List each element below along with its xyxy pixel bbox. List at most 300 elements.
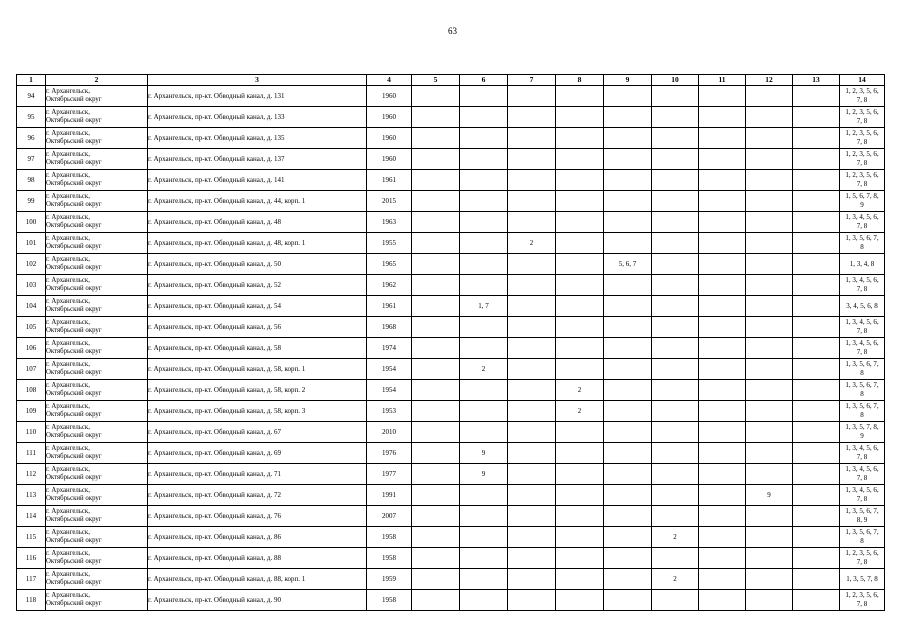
table-cell — [746, 170, 793, 191]
table-cell — [652, 422, 699, 443]
table-cell: 1954 — [367, 359, 412, 380]
table-cell: 1963 — [367, 212, 412, 233]
table-cell — [746, 191, 793, 212]
table-cell — [460, 338, 508, 359]
table-cell — [746, 212, 793, 233]
table-cell: 105 — [17, 317, 46, 338]
table-cell — [508, 317, 556, 338]
table-cell — [793, 296, 840, 317]
table-cell: 1, 2, 3, 5, 6, 7, 8 — [840, 170, 885, 191]
table-cell — [793, 86, 840, 107]
table-cell — [556, 128, 604, 149]
table-cell — [746, 443, 793, 464]
table-cell — [460, 590, 508, 611]
table-cell — [412, 527, 460, 548]
table-cell — [652, 548, 699, 569]
table-cell: 117 — [17, 569, 46, 590]
table-cell: г. Архангельск, пр-кт. Обводный канал, д. 44, корп. 1 — [148, 191, 367, 212]
table-cell: г. Архангельск, пр-кт. Обводный канал, д. 135 — [148, 128, 367, 149]
table-cell — [699, 569, 746, 590]
table-cell: 1, 3, 4, 5, 6, 7, 8 — [840, 338, 885, 359]
table-cell: г. Архангельск, Октябрьский округ — [46, 317, 148, 338]
table-cell — [652, 464, 699, 485]
table-cell — [793, 443, 840, 464]
table-cell: 1, 3, 4, 5, 6, 7, 8 — [840, 485, 885, 506]
column-header: 5 — [412, 75, 460, 86]
table-cell: г. Архангельск, пр-кт. Обводный канал, д. 76 — [148, 506, 367, 527]
table-cell — [699, 233, 746, 254]
table-cell — [604, 128, 652, 149]
table-row — [17, 275, 885, 296]
table-cell — [652, 338, 699, 359]
table-cell: 1960 — [367, 149, 412, 170]
table-row — [17, 338, 885, 359]
table-cell — [556, 191, 604, 212]
table-cell: г. Архангельск, пр-кт. Обводный канал, д. 50 — [148, 254, 367, 275]
table-cell — [412, 590, 460, 611]
table-cell: г. Архангельск, Октябрьский округ — [46, 296, 148, 317]
table-cell — [412, 338, 460, 359]
table-cell — [793, 149, 840, 170]
table-cell — [508, 191, 556, 212]
table-cell: 1965 — [367, 254, 412, 275]
table-cell: г. Архангельск, пр-кт. Обводный канал, д. 67 — [148, 422, 367, 443]
table-cell — [508, 149, 556, 170]
table-cell: г. Архангельск, пр-кт. Обводный канал, д. 137 — [148, 149, 367, 170]
table-cell — [652, 401, 699, 422]
table-cell — [746, 359, 793, 380]
table-cell: 103 — [17, 275, 46, 296]
table-cell: г. Архангельск, Октябрьский округ — [46, 359, 148, 380]
table-cell: 1958 — [367, 548, 412, 569]
table-cell — [460, 422, 508, 443]
table-cell — [460, 485, 508, 506]
column-header: 8 — [556, 75, 604, 86]
table-cell: 1, 3, 4, 5, 6, 7, 8 — [840, 317, 885, 338]
table-cell: 109 — [17, 401, 46, 422]
table-cell — [746, 233, 793, 254]
table-cell: 1, 3, 5, 6, 7, 8, 9 — [840, 506, 885, 527]
table-cell — [604, 506, 652, 527]
table-cell: г. Архангельск, Октябрьский округ — [46, 527, 148, 548]
table-cell — [460, 86, 508, 107]
table-cell — [556, 506, 604, 527]
table-cell — [793, 275, 840, 296]
table-cell: 1, 2, 3, 5, 6, 7, 8 — [840, 590, 885, 611]
table-cell — [508, 212, 556, 233]
column-header: 7 — [508, 75, 556, 86]
table-cell — [604, 422, 652, 443]
table-cell — [604, 212, 652, 233]
table-cell: 2010 — [367, 422, 412, 443]
table-cell — [412, 548, 460, 569]
table-cell — [412, 317, 460, 338]
table-cell — [412, 128, 460, 149]
table-cell — [793, 401, 840, 422]
table-row — [17, 401, 885, 422]
table-cell: 111 — [17, 443, 46, 464]
table-cell — [699, 317, 746, 338]
table-cell: 112 — [17, 464, 46, 485]
table-cell: 1, 3, 4, 8 — [840, 254, 885, 275]
table-cell — [699, 275, 746, 296]
table-cell: 102 — [17, 254, 46, 275]
table-cell — [604, 359, 652, 380]
table-cell — [746, 107, 793, 128]
table-cell — [699, 296, 746, 317]
page-number: 63 — [448, 26, 457, 36]
table-cell — [699, 527, 746, 548]
table-cell — [746, 128, 793, 149]
table-cell — [460, 317, 508, 338]
table-cell — [604, 548, 652, 569]
table-cell — [412, 149, 460, 170]
table-cell — [460, 401, 508, 422]
table-cell — [556, 590, 604, 611]
table-cell: 1960 — [367, 86, 412, 107]
table-cell: 1, 3, 5, 6, 7, 8 — [840, 359, 885, 380]
table-cell — [652, 191, 699, 212]
table-cell — [460, 569, 508, 590]
table-cell: г. Архангельск, Октябрьский округ — [46, 464, 148, 485]
table-cell — [652, 86, 699, 107]
table-cell: 1, 3, 5, 6, 7, 8 — [840, 401, 885, 422]
table-cell: 110 — [17, 422, 46, 443]
table-cell — [508, 590, 556, 611]
table-cell: г. Архангельск, пр-кт. Обводный канал, д. 72 — [148, 485, 367, 506]
table-cell — [556, 296, 604, 317]
table-cell: г. Архангельск, Октябрьский округ — [46, 275, 148, 296]
table-cell — [699, 590, 746, 611]
table-row — [17, 527, 885, 548]
table-cell — [699, 443, 746, 464]
table-cell — [699, 506, 746, 527]
table-cell: 1960 — [367, 107, 412, 128]
table-cell: г. Архангельск, Октябрьский округ — [46, 590, 148, 611]
table-cell — [746, 317, 793, 338]
table-cell — [460, 506, 508, 527]
table-cell: 5, 6, 7 — [604, 254, 652, 275]
table-cell — [604, 275, 652, 296]
table-cell — [652, 590, 699, 611]
table-cell — [412, 275, 460, 296]
table-cell — [604, 170, 652, 191]
table-cell: г. Архангельск, пр-кт. Обводный канал, д. 141 — [148, 170, 367, 191]
table-cell — [793, 107, 840, 128]
table-cell — [460, 107, 508, 128]
table-cell — [508, 338, 556, 359]
table-cell — [699, 548, 746, 569]
table-cell: г. Архангельск, Октябрьский округ — [46, 548, 148, 569]
table-cell — [412, 212, 460, 233]
table-cell: 1953 — [367, 401, 412, 422]
table-row — [17, 170, 885, 191]
table-cell: 1968 — [367, 317, 412, 338]
table-cell — [699, 401, 746, 422]
column-header: 4 — [367, 75, 412, 86]
table-cell — [793, 317, 840, 338]
table-cell: г. Архангельск, пр-кт. Обводный канал, д. 48 — [148, 212, 367, 233]
table-cell: г. Архангельск, пр-кт. Обводный канал, д. 52 — [148, 275, 367, 296]
table-cell — [508, 401, 556, 422]
table-row — [17, 107, 885, 128]
table-cell: г. Архангельск, Октябрьский округ — [46, 191, 148, 212]
table-cell — [460, 254, 508, 275]
table-cell: 104 — [17, 296, 46, 317]
table-row — [17, 485, 885, 506]
table-cell: 1976 — [367, 443, 412, 464]
table-cell — [746, 401, 793, 422]
table-cell: 1, 3, 5, 6, 7, 8 — [840, 380, 885, 401]
table-cell — [699, 359, 746, 380]
table-cell — [793, 485, 840, 506]
column-header: 13 — [793, 75, 840, 86]
table-cell — [604, 338, 652, 359]
table-cell: 1961 — [367, 170, 412, 191]
table-cell — [412, 569, 460, 590]
table-row — [17, 569, 885, 590]
table-cell: 107 — [17, 359, 46, 380]
table-cell — [746, 149, 793, 170]
table-cell: 2 — [556, 401, 604, 422]
table-cell: 2 — [508, 233, 556, 254]
table-cell: г. Архангельск, Октябрьский округ — [46, 128, 148, 149]
table-row — [17, 464, 885, 485]
table-cell: 2 — [556, 380, 604, 401]
column-header: 10 — [652, 75, 699, 86]
table-cell — [556, 170, 604, 191]
table-cell — [460, 548, 508, 569]
table-cell — [604, 107, 652, 128]
table-cell — [652, 380, 699, 401]
table-cell: 94 — [17, 86, 46, 107]
table-row — [17, 149, 885, 170]
table-cell — [604, 86, 652, 107]
table-cell — [604, 527, 652, 548]
table-row — [17, 548, 885, 569]
table-cell — [412, 86, 460, 107]
table-cell — [652, 170, 699, 191]
table-cell: 1, 3, 5, 6, 7, 8 — [840, 527, 885, 548]
table-cell — [508, 107, 556, 128]
table-cell: 1, 3, 4, 5, 6, 7, 8 — [840, 443, 885, 464]
table-cell: 96 — [17, 128, 46, 149]
table-cell — [746, 569, 793, 590]
table-cell: 9 — [460, 464, 508, 485]
table-cell — [604, 569, 652, 590]
table-cell — [508, 443, 556, 464]
table-cell — [746, 86, 793, 107]
column-header: 6 — [460, 75, 508, 86]
table-cell: г. Архангельск, пр-кт. Обводный канал, д. 48, корп. 1 — [148, 233, 367, 254]
column-header: 2 — [46, 75, 148, 86]
table-cell — [699, 212, 746, 233]
table-cell: 1, 3, 4, 5, 6, 7, 8 — [840, 464, 885, 485]
table-cell — [746, 296, 793, 317]
table-cell — [508, 548, 556, 569]
table-cell: 3, 4, 5, 6, 8 — [840, 296, 885, 317]
table-row — [17, 317, 885, 338]
table-cell — [412, 296, 460, 317]
table-cell: г. Архангельск, пр-кт. Обводный канал, д. 88, корп. 1 — [148, 569, 367, 590]
table-cell: г. Архангельск, Октябрьский округ — [46, 233, 148, 254]
table-cell: 115 — [17, 527, 46, 548]
table-cell — [604, 233, 652, 254]
table-cell — [604, 296, 652, 317]
table-cell: 1977 — [367, 464, 412, 485]
table-cell — [793, 191, 840, 212]
table-cell — [508, 86, 556, 107]
table-cell: 1, 2, 3, 5, 6, 7, 8 — [840, 107, 885, 128]
table-cell: г. Архангельск, Октябрьский округ — [46, 338, 148, 359]
table-cell — [412, 191, 460, 212]
data-table — [16, 74, 885, 611]
table-cell — [556, 149, 604, 170]
table-cell: 97 — [17, 149, 46, 170]
table-cell: 1960 — [367, 128, 412, 149]
table-cell — [793, 212, 840, 233]
table-cell: г. Архангельск, Октябрьский округ — [46, 569, 148, 590]
table-cell — [699, 86, 746, 107]
table-cell: 2007 — [367, 506, 412, 527]
table-cell — [556, 359, 604, 380]
table-cell: г. Архангельск, пр-кт. Обводный канал, д. 58, корп. 3 — [148, 401, 367, 422]
table-cell: г. Архангельск, Октябрьский округ — [46, 401, 148, 422]
table-cell — [652, 443, 699, 464]
table-cell — [508, 254, 556, 275]
column-header: 11 — [699, 75, 746, 86]
table-cell: 1, 3, 4, 5, 6, 7, 8 — [840, 275, 885, 296]
table-cell — [556, 464, 604, 485]
column-header: 3 — [148, 75, 367, 86]
table-row — [17, 128, 885, 149]
table-cell — [508, 506, 556, 527]
table-cell — [746, 590, 793, 611]
table-cell — [460, 191, 508, 212]
table-cell: 1, 2, 3, 5, 6, 7, 8 — [840, 86, 885, 107]
table-cell: 1, 3, 5, 6, 7, 8 — [840, 233, 885, 254]
table-cell — [556, 422, 604, 443]
table-row — [17, 296, 885, 317]
table-cell — [508, 485, 556, 506]
table-cell: 1958 — [367, 527, 412, 548]
table-cell — [412, 359, 460, 380]
table-cell: г. Архангельск, Октябрьский округ — [46, 254, 148, 275]
table-body — [17, 86, 885, 611]
table-cell: 1959 — [367, 569, 412, 590]
table-cell: г. Архангельск, пр-кт. Обводный канал, д. 88 — [148, 548, 367, 569]
table-cell — [460, 170, 508, 191]
table-cell: 1, 5, 6, 7, 8, 9 — [840, 191, 885, 212]
table-cell: 1958 — [367, 590, 412, 611]
table-cell — [746, 527, 793, 548]
table-cell — [508, 275, 556, 296]
table-cell — [746, 506, 793, 527]
table-cell — [793, 527, 840, 548]
table-row — [17, 443, 885, 464]
table-cell: 113 — [17, 485, 46, 506]
table-cell: 2015 — [367, 191, 412, 212]
table-cell: г. Архангельск, пр-кт. Обводный канал, д. 54 — [148, 296, 367, 317]
table-cell: 1955 — [367, 233, 412, 254]
table-cell — [793, 422, 840, 443]
table-cell — [699, 485, 746, 506]
column-header: 9 — [604, 75, 652, 86]
table-cell: 9 — [460, 443, 508, 464]
table-cell — [556, 485, 604, 506]
table-cell: 1991 — [367, 485, 412, 506]
table-cell — [793, 128, 840, 149]
table-cell — [793, 170, 840, 191]
table-cell: г. Архангельск, Октябрьский округ — [46, 212, 148, 233]
table-cell — [604, 317, 652, 338]
table-cell — [556, 338, 604, 359]
table-cell — [556, 212, 604, 233]
table-cell — [793, 233, 840, 254]
table-cell: г. Архангельск, пр-кт. Обводный канал, д. 133 — [148, 107, 367, 128]
table-cell: г. Архангельск, пр-кт. Обводный канал, д. 90 — [148, 590, 367, 611]
table-cell — [556, 443, 604, 464]
table-cell — [412, 422, 460, 443]
table-cell: 114 — [17, 506, 46, 527]
table-cell: 95 — [17, 107, 46, 128]
table-cell: 9 — [746, 485, 793, 506]
table-cell — [508, 128, 556, 149]
table-cell: 1, 2, 3, 5, 6, 7, 8 — [840, 548, 885, 569]
column-header: 1 — [17, 75, 46, 86]
table-row — [17, 590, 885, 611]
table-cell — [604, 485, 652, 506]
table-cell: 1974 — [367, 338, 412, 359]
table-cell — [652, 506, 699, 527]
table-cell — [746, 338, 793, 359]
table-row — [17, 233, 885, 254]
table-cell: г. Архангельск, Октябрьский округ — [46, 107, 148, 128]
table-cell: г. Архангельск, пр-кт. Обводный канал, д. 86 — [148, 527, 367, 548]
table-cell: 1, 3, 5, 7, 8 — [840, 569, 885, 590]
table-cell — [556, 569, 604, 590]
table-cell — [460, 149, 508, 170]
table-cell — [508, 359, 556, 380]
table-cell — [412, 443, 460, 464]
column-header: 12 — [746, 75, 793, 86]
table-cell — [793, 380, 840, 401]
table-cell: 118 — [17, 590, 46, 611]
table-cell — [556, 548, 604, 569]
table-cell: 1, 3, 5, 7, 8, 9 — [840, 422, 885, 443]
table-cell — [699, 422, 746, 443]
table-cell: г. Архангельск, Октябрьский округ — [46, 485, 148, 506]
table-row — [17, 359, 885, 380]
table-cell — [508, 422, 556, 443]
table-cell: г. Архангельск, Октябрьский округ — [46, 506, 148, 527]
table-cell — [508, 569, 556, 590]
table-cell: 2 — [652, 569, 699, 590]
table-cell — [652, 149, 699, 170]
table-header-row — [17, 75, 885, 86]
table-row — [17, 86, 885, 107]
table-cell — [699, 128, 746, 149]
table-cell — [556, 317, 604, 338]
table-cell — [412, 233, 460, 254]
table-cell — [604, 401, 652, 422]
table-cell — [652, 485, 699, 506]
table-cell — [508, 527, 556, 548]
table-cell — [746, 380, 793, 401]
table-cell — [746, 254, 793, 275]
table-cell: 101 — [17, 233, 46, 254]
table-cell — [460, 212, 508, 233]
